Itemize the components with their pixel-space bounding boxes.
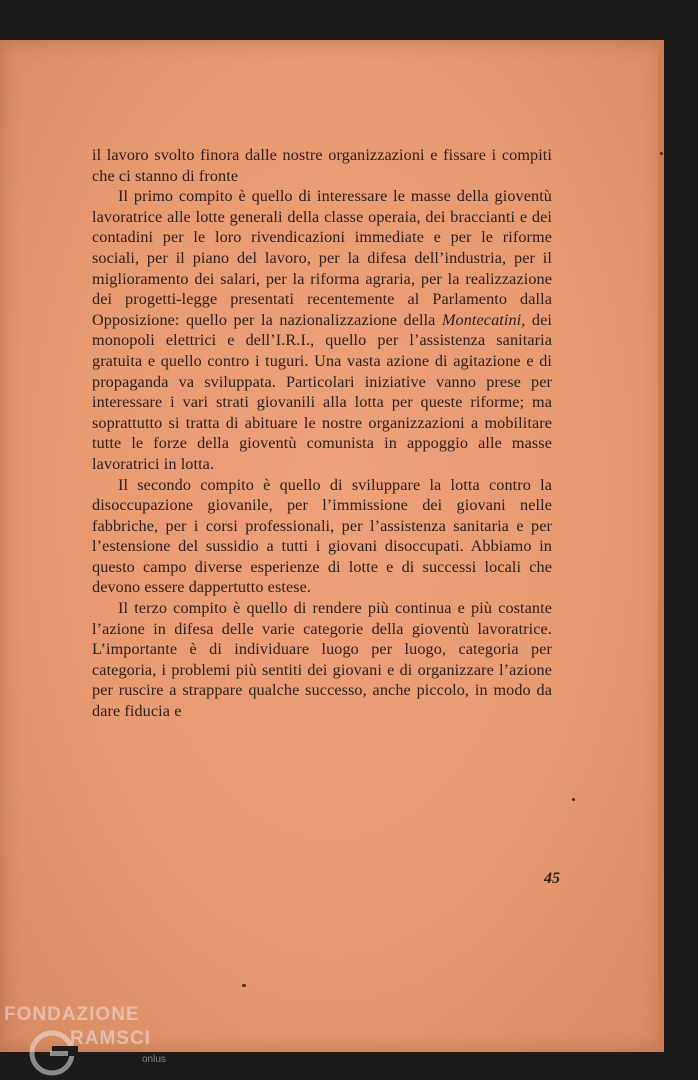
paper-speck (572, 798, 575, 801)
watermark-line-2: RAMSCI (70, 1028, 151, 1049)
paragraph-2-start: Il primo compito è quello di interessare le masse della gioventù lavoratrice alle lotte generali della classe operaia, dei braccianti e dei contadini per le loro rivendicazioni immediate e per le riforme sociali, per il piano del lavoro, per la difesa dell’industria, per il miglioramento dei salari, per la riforma agraria, per la realizzazione dei progetti-legge presentati recentemente al Parlamento dalla Opposizione: quello per la nazionalizzazione della (92, 187, 552, 329)
fondazione-gramsci-watermark (4, 1004, 184, 1076)
page-body-text (92, 145, 552, 722)
paper-speck (660, 152, 663, 155)
paragraph-2-italic: Montecatini, (441, 310, 526, 329)
page-number: 45 (544, 870, 560, 887)
paragraph-4: Il terzo compito è quello di rendere più continua e più costante l’azione in difesa delle varie categorie della gioventù lavoratrice. L’importante è di individuare luogo per luogo, categoria per categoria, i problemi più sentiti dei giovani e di organizzare l’azione per ruscire a strappare qualche successo, anche piccolo, in modo da dare fiducia e (92, 599, 552, 721)
page-edge (658, 40, 664, 1052)
paragraph-2 (92, 186, 552, 474)
paper-speck (242, 984, 246, 987)
paragraph-2-end: dei monopoli elettrici e dell’I.R.I., quello per l’assistenza sanitaria gratuita e quello contro i tuguri. Una vasta azione di agitazione e di propaganda va sviluppata. Particolari iniziative vanno prese per interessare i vari strati giovanili alla lotta per queste riforme; ma soprattutto si tratta di abituare le nostre organizzazioni a mobilitare tutte le forze della gioventù comunista in appoggio alle masse lavoratrici in lotta. (92, 310, 552, 473)
watermark-line-1: FONDAZIONE (4, 1004, 140, 1025)
paragraph-1: il lavoro svolto finora dalle nostre organizzazioni e fissare i compiti che ci stanno di fronte (92, 146, 552, 185)
watermark-suffix: onlus (142, 1054, 166, 1065)
paragraph-3: Il secondo compito è quello di sviluppare la lotta contro la disoccupazione giovanile, per l’immissione dei giovani nelle fabbriche, per i corsi professionali, per l’assistenza sanitaria e per l’estensione del sussidio a tutti i giovani disoccupati. Abbiamo in questo campo diverse esperienze di lotte e di successi locali che devono essere dappertutto estese. (92, 475, 552, 597)
